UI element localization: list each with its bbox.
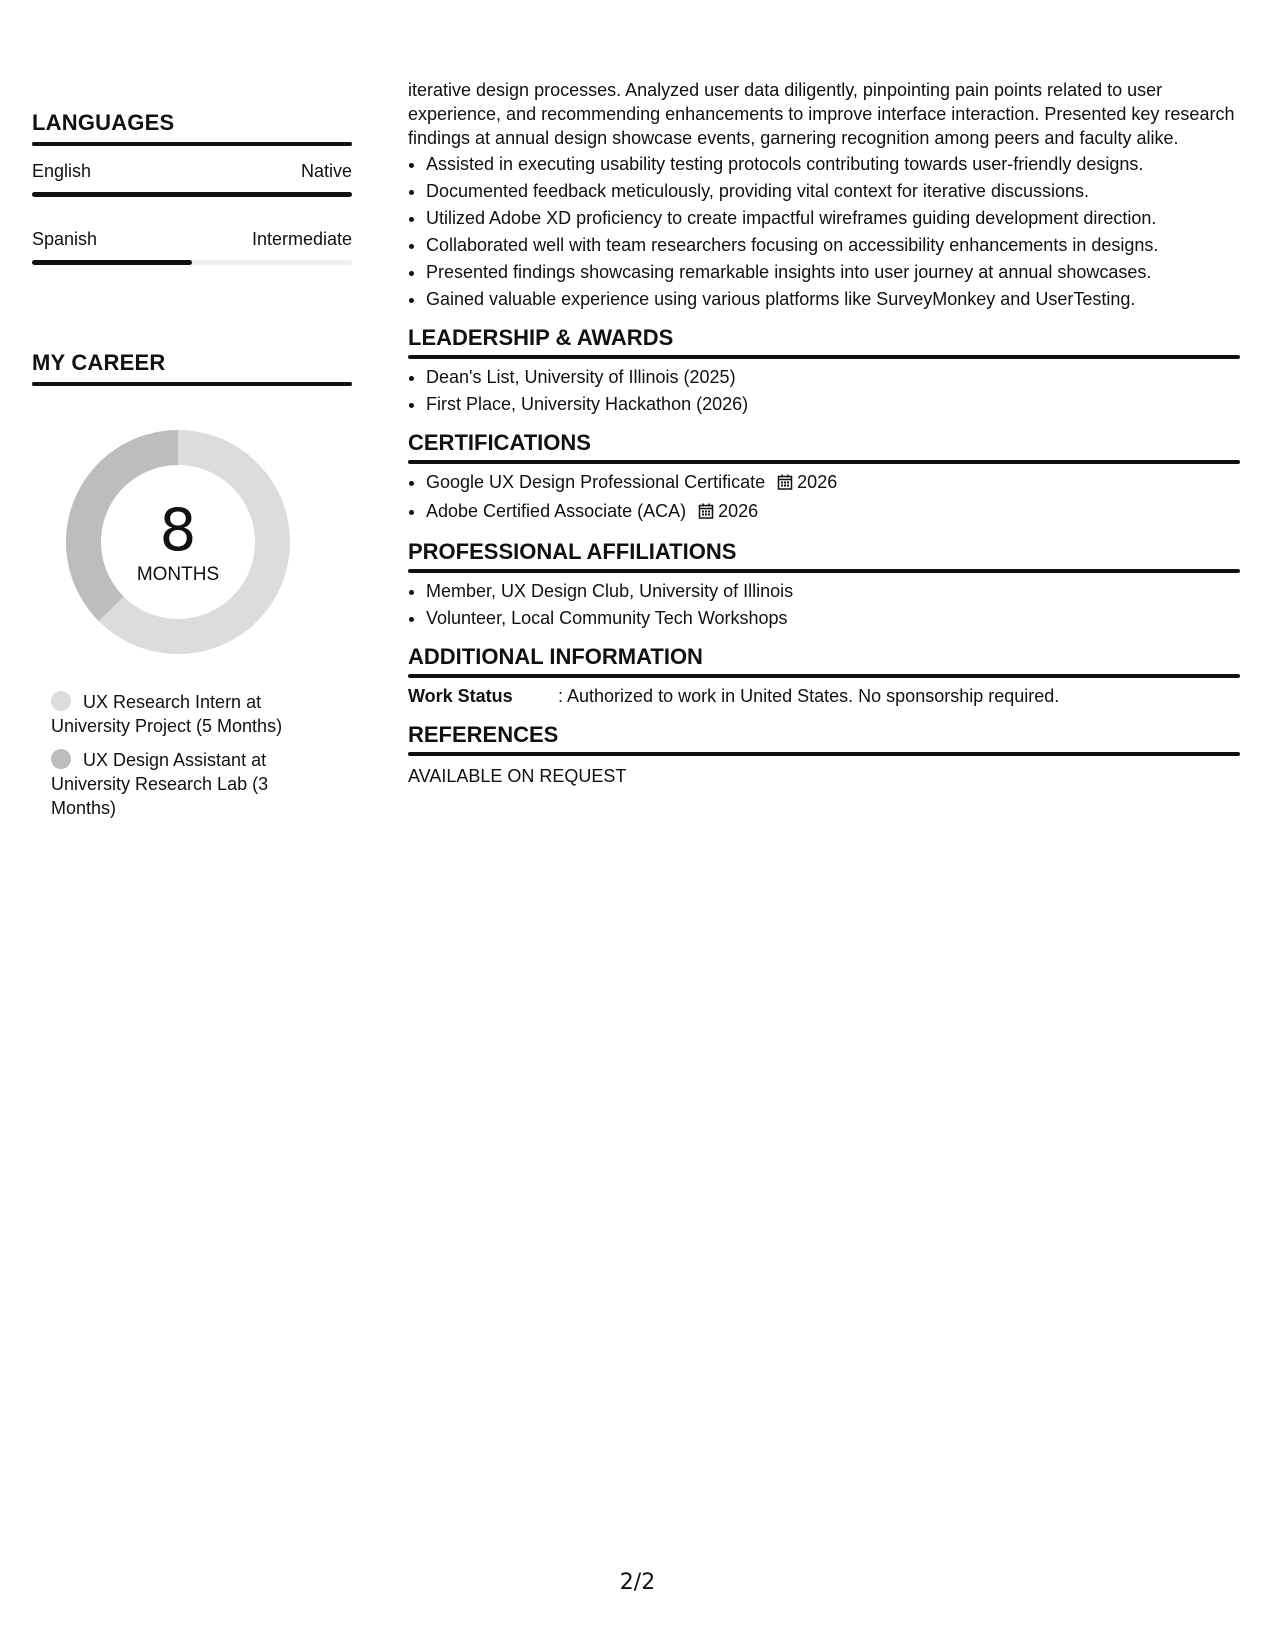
leadership-title: LEADERSHIP & AWARDS [408, 325, 674, 350]
affiliation-item: • Volunteer, Local Community Tech Workshops [426, 606, 1240, 630]
career-heading [32, 350, 352, 386]
additional-info-title: ADDITIONAL INFORMATION [408, 644, 703, 669]
experience-bullet-list [408, 152, 1240, 311]
experience-bullet: • Presented findings showcasing remarkable insights into user journey at annual showcases. [426, 260, 1240, 284]
references-divider [408, 752, 1240, 756]
main-content [408, 78, 1240, 788]
career-total-number: 8 [159, 496, 197, 564]
languages-divider [32, 142, 352, 146]
experience-bullet: • Assisted in executing usability testing protocols contributing towards user-friendly designs. [426, 152, 1240, 176]
leadership-item: • Dean's List, University of Illinois (2025) [426, 365, 1240, 389]
experience-bullet: • Utilized Adobe XD proficiency to create impactful wireframes guiding development direction. [426, 206, 1240, 230]
certifications-list [408, 470, 1240, 525]
work-status-row [408, 684, 1240, 708]
additional-info-divider [408, 674, 1240, 678]
certification-item [426, 470, 1240, 496]
certifications-title: CERTIFICATIONS [408, 430, 591, 455]
career-title: MY CAREER [32, 350, 166, 375]
language-proficiency-fill [32, 192, 352, 197]
references-title: REFERENCES [408, 722, 559, 747]
certification-year: 2026 [797, 472, 838, 492]
legend-label: UX Design Assistant at University Research Lab (3 Months) [51, 750, 269, 818]
certification-item [426, 499, 1240, 525]
language-name: Spanish [32, 229, 98, 249]
legend-label: UX Research Intern at University Project (5 Months) [51, 692, 283, 736]
career-legend [51, 690, 311, 830]
leadership-divider [408, 355, 1240, 359]
career-divider [32, 382, 352, 386]
certification-year: 2026 [718, 501, 759, 521]
leadership-item: • First Place, University Hackathon (2026) [426, 392, 1240, 416]
language-proficiency-bar [32, 192, 352, 197]
affiliations-title: PROFESSIONAL AFFILIATIONS [408, 539, 737, 564]
language-level: Native [300, 161, 352, 181]
work-status-label: Work Status [408, 686, 513, 706]
experience-bullet: • Documented feedback meticulously, providing vital context for iterative discussions. [426, 179, 1240, 203]
leadership-list [408, 365, 1240, 416]
language-item-english [32, 160, 352, 197]
certification-name: Google UX Design Professional Certificate [426, 472, 766, 492]
experience-bullet: • Gained valuable experience using various platforms like SurveyMonkey and UserTesting. [426, 287, 1240, 311]
affiliations-divider [408, 569, 1240, 573]
languages-heading [32, 110, 352, 146]
language-proficiency-bar [32, 260, 352, 265]
certifications-divider [408, 460, 1240, 464]
affiliation-item: • Member, UX Design Club, University of Illinois [426, 579, 1240, 603]
career-donut-label [66, 430, 290, 654]
language-proficiency-fill [32, 260, 192, 265]
language-name: English [32, 161, 92, 181]
work-status-value: : Authorized to work in United States. No sponsorship required. [558, 686, 1060, 706]
calendar-icon [777, 472, 793, 496]
page-number: 2/2 [619, 1570, 656, 1595]
career-legend-item [51, 690, 311, 738]
career-legend-item [51, 748, 311, 820]
legend-dot [51, 749, 71, 769]
calendar-icon [698, 501, 714, 525]
references-text: AVAILABLE ON REQUEST [408, 766, 627, 786]
languages-title: LANGUAGES [32, 110, 175, 135]
certification-name: Adobe Certified Associate (ACA) [426, 501, 687, 521]
affiliations-list [408, 579, 1240, 630]
language-item-spanish [32, 228, 352, 265]
experience-bullet: • Collaborated well with team researchers focusing on accessibility enhancements in designs. [426, 233, 1240, 257]
language-level: Intermediate [251, 229, 352, 249]
career-total-unit: MONTHS [136, 564, 220, 585]
legend-dot [51, 691, 71, 711]
experience-paragraph: iterative design processes. Analyzed user data diligently, pinpointing pain points related to user experience, and recommending enhancements to improve interface interaction. Presented key research findings at annual design showcase events, garnering recognition among peers and faculty alike. [408, 80, 1235, 148]
